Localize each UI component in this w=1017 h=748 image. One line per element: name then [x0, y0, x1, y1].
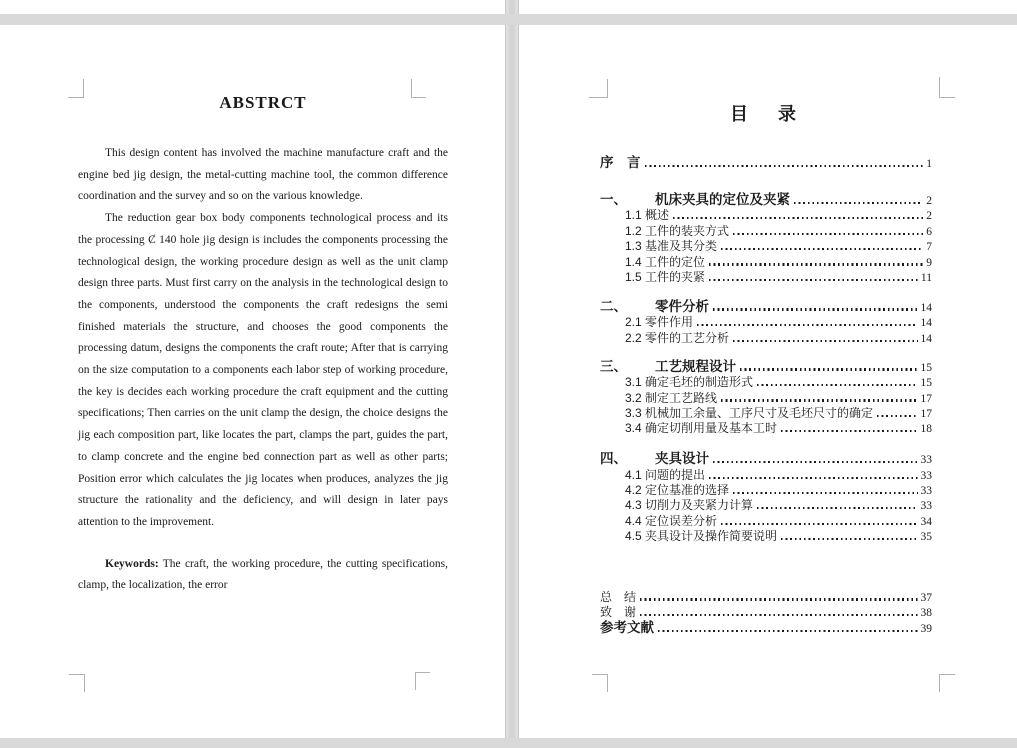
- toc-row[interactable]: [600, 330, 932, 345]
- toc-section: [600, 451, 932, 544]
- toc-section: [600, 155, 932, 171]
- page-gap-horizontal-bottom: [0, 738, 1017, 748]
- toc-entry-label: 1.3 基准及其分类: [625, 239, 718, 254]
- toc-page-number: 7: [926, 241, 932, 254]
- dot-leader: [713, 461, 918, 464]
- toc-entry-label: 3.4 确定切削用量及基本工时: [625, 421, 778, 436]
- toc-page-number: 33: [920, 500, 932, 513]
- toc-body: [600, 103, 932, 636]
- toc-page-number: 15: [920, 361, 932, 374]
- toc-page-number: 1: [926, 158, 932, 170]
- toc-row[interactable]: [600, 155, 932, 171]
- toc-page-number: 2: [926, 210, 932, 223]
- toc-row[interactable]: [600, 529, 932, 544]
- toc-entry-label: 1.2 工件的装夹方式: [625, 223, 730, 238]
- dot-leader: [640, 598, 917, 600]
- dot-leader: [640, 614, 917, 616]
- toc-entry-label: 4.1 问题的提出: [625, 467, 706, 482]
- toc-section: [600, 589, 932, 636]
- text-boundary-mark: [592, 674, 608, 692]
- dot-leader: [733, 340, 917, 342]
- toc-entry-label: 致 谢: [600, 605, 637, 620]
- page-right[interactable]: [519, 0, 1017, 748]
- toc-entry-label: 工艺规程设计: [655, 358, 736, 374]
- toc-entry-label: 1.1 概述: [625, 208, 670, 223]
- toc-page-number: 34: [920, 515, 932, 528]
- toc-entry-label: 1.4 工件的定位: [625, 254, 706, 269]
- dot-leader: [733, 233, 923, 235]
- toc-entry-label: 3.3 机械加工余量、工序尺寸及毛坯尺寸的确定: [625, 405, 874, 420]
- text-boundary-mark: [939, 674, 955, 692]
- text-boundary-mark: [939, 77, 955, 98]
- dot-leader: [740, 368, 918, 371]
- dot-leader: [709, 477, 917, 479]
- dot-leader: [781, 538, 917, 540]
- toc-page-number: 2: [926, 195, 932, 207]
- toc-page-number: 39: [920, 623, 932, 636]
- toc-page-number: 37: [920, 591, 932, 604]
- text-boundary-mark: [589, 79, 608, 98]
- page-left[interactable]: [0, 0, 505, 748]
- toc-page-number: 18: [920, 423, 932, 436]
- dot-leader: [733, 492, 917, 494]
- toc-page-number: 6: [926, 225, 932, 238]
- toc-row[interactable]: [600, 421, 932, 436]
- toc-section: [600, 299, 932, 346]
- toc-entry-label: 4.2 定位基准的选择: [625, 483, 730, 498]
- toc-list: [600, 155, 932, 636]
- dot-leader: [658, 630, 918, 633]
- toc-entry-label: 4.3 切削力及夹紧力计算: [625, 498, 754, 513]
- toc-page-number: 11: [920, 271, 932, 284]
- toc-entry-label: 3.2 制定工艺路线: [625, 390, 718, 405]
- text-boundary-mark: [415, 672, 430, 690]
- dot-leader: [757, 507, 917, 509]
- dot-leader: [709, 263, 923, 265]
- toc-page-number: 14: [920, 317, 932, 330]
- toc-page-number: 9: [926, 256, 932, 269]
- dot-leader: [713, 308, 918, 311]
- toc-chapter-number: 二、: [600, 298, 627, 314]
- toc-page-number: 33: [920, 469, 932, 482]
- keywords-paragraph: [78, 554, 448, 597]
- toc-entry-label: 总 结: [600, 589, 637, 604]
- toc-page-number: 14: [920, 332, 932, 345]
- keywords-label: Keywords:: [105, 557, 159, 570]
- toc-entry-label: 夹具设计: [655, 451, 709, 467]
- dot-leader: [673, 217, 923, 219]
- dot-leader: [877, 415, 917, 417]
- abstract-paragraph-1: This design content has involved the machine manufacture craft and the engine bed jig design, the metal-cutting machine tool, the common difference coordination and the survey and so on the various knowledge.: [78, 147, 448, 203]
- toc-page-number: 33: [920, 485, 932, 498]
- toc-page-number: 38: [920, 607, 932, 620]
- dot-leader: [721, 399, 917, 401]
- dot-leader: [781, 430, 917, 432]
- toc-entry-label: 零件分析: [655, 298, 709, 314]
- dot-leader: [697, 324, 917, 326]
- dot-leader: [709, 279, 918, 281]
- text-boundary-mark: [69, 674, 85, 692]
- abstract-title: ABSTRCT: [219, 93, 307, 112]
- toc-entry-label: 机床夹具的定位及夹紧: [655, 192, 790, 207]
- toc-section: [600, 192, 932, 285]
- abstract-paragraph-2: The reduction gear box body components technological process and its the processing Ȼ 140 hole jig design is includes the components processing the technological design, the working procedure design as well as the unit clamp design three parts. Must first carry on the analysis in the technological design to the components, understood the components the craft redesigns the semi finished materials the structure, and chooses the good components the processing datum, designs the components the craft route; After that is carrying on the size computation to a components each labor step of working procedure, the key is decides each working procedure the craft equipment and the cutting specifications; Then carries on the unit clamp the design, the choice designs the jig each composition part, like locates the part, clamps the part, guides the part, to clamp concrete and the engine bed connection part as well as other parts; Position error which calculates the jig locates when produces, analyzes the jig structure the rationality and the deficiency, and will design in later pays attention to the improvement.: [78, 212, 448, 528]
- toc-section: [600, 359, 932, 437]
- dot-leader: [794, 202, 923, 205]
- dot-leader: [645, 165, 924, 168]
- page-gap-horizontal-top: [0, 14, 1017, 25]
- toc-entry-label: 参考文献: [600, 620, 654, 636]
- toc-chapter-number: 一、: [600, 192, 627, 207]
- toc-title: 目 录: [730, 104, 802, 124]
- toc-entry-label: 2.1 零件作用: [625, 315, 694, 330]
- toc-entry-label: 序 言: [600, 155, 641, 170]
- toc-entry-label: 4.5 夹具设计及操作简要说明: [625, 529, 778, 544]
- toc-row[interactable]: [600, 620, 932, 636]
- keywords-text: The craft, the working procedure, the cutting specifications, clamp, the localization, the error: [78, 557, 448, 592]
- dot-leader: [757, 384, 917, 386]
- toc-chapter-number: 三、: [600, 358, 627, 374]
- toc-row[interactable]: [600, 270, 932, 285]
- toc-entry-label: 4.4 定位误差分析: [625, 513, 718, 528]
- toc-page-number: 14: [920, 301, 932, 314]
- toc-page-number: 15: [920, 377, 932, 390]
- toc-page-number: 17: [920, 392, 932, 405]
- page-gap-vertical: [505, 0, 519, 748]
- toc-chapter-number: 四、: [600, 451, 627, 467]
- toc-entry-label: 3.1 确定毛坯的制造形式: [625, 375, 754, 390]
- toc-entry-label: 1.5 工件的夹紧: [625, 269, 706, 284]
- dot-leader: [721, 523, 917, 525]
- toc-page-number: 35: [920, 531, 932, 544]
- toc-entry-label: 2.2 零件的工艺分析: [625, 330, 730, 345]
- toc-page-number: 17: [920, 407, 932, 420]
- dot-leader: [721, 248, 923, 250]
- toc-page-number: 33: [920, 454, 932, 467]
- abstract-body: [78, 93, 448, 597]
- toc-row[interactable]: [600, 589, 932, 604]
